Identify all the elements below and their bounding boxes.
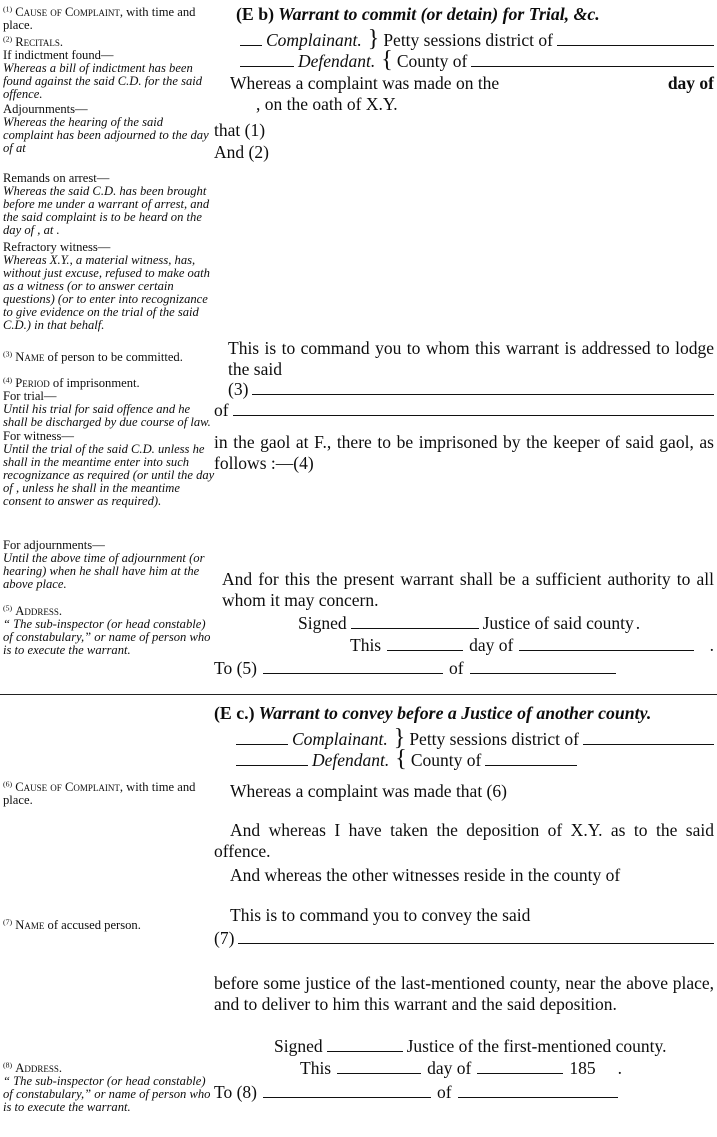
petty-sessions-label: Petty sessions district of xyxy=(409,729,579,749)
note-rest: “ The sub-inspector (or head constable) of constabulary,” or name of person who is to execute the warrant. xyxy=(3,1074,211,1114)
petty-sessions-label: Petty sessions district of xyxy=(383,30,553,50)
blank-line[interactable] xyxy=(471,51,714,67)
period-mark: . xyxy=(617,1058,622,1078)
form-eb-complainant-line xyxy=(240,26,714,52)
form-eb-of-field-row xyxy=(214,400,714,421)
that-clause: that (1) xyxy=(214,120,266,140)
form-ec-note-2 xyxy=(3,919,215,932)
note-rest: of accused person. xyxy=(47,918,141,932)
note-marker: (4) xyxy=(3,375,13,385)
command-lodge-text: This is to command you to whom this warrant is addressed to lodge the said xyxy=(228,338,714,379)
note-rest: If indictment found— xyxy=(3,48,114,62)
note-marker: (8) xyxy=(3,1060,13,1070)
form-ec-defendant-line xyxy=(236,746,714,773)
note-rest: Adjournments— xyxy=(3,102,88,116)
form-eb-gaol-text xyxy=(214,432,714,474)
whereas-complaint-text: Whereas a complaint was made that (6) xyxy=(230,781,507,801)
form-ec-note-4 xyxy=(3,1075,215,1114)
note-head: Recitals. xyxy=(15,35,64,49)
note-rest: For witness— xyxy=(3,429,75,443)
oath-text: , on the oath of X.Y. xyxy=(256,94,398,114)
note-rest: Whereas a bill of indictment has been found against the said C.D. for the said offence. xyxy=(3,61,203,101)
form-eb-and-line xyxy=(214,142,714,163)
note-rest: Until the trial of the said C.D. unless he shall in the meantime enter into such recognizance as required (or until the day of , unless he shall in the meantime consent to answer as required). xyxy=(3,442,215,508)
to-blank-line[interactable] xyxy=(263,658,443,674)
command-convey-text: This is to command you to convey the said xyxy=(230,905,531,925)
form-eb-title: Warrant to commit (or detain) for Trial, &c. xyxy=(278,4,600,24)
brace-icon: { xyxy=(395,746,407,773)
blank-line[interactable] xyxy=(557,30,714,46)
to-of-blank-line[interactable] xyxy=(458,1082,618,1098)
to-blank-line[interactable] xyxy=(263,1082,431,1098)
to-label: To (5) xyxy=(214,658,257,678)
oath-line xyxy=(230,94,714,115)
to-label: To (8) xyxy=(214,1082,257,1102)
day-of-label: day of xyxy=(427,1058,472,1078)
year-blank-line[interactable] xyxy=(519,635,693,651)
gaol-clause: in the gaol at F., there to be imprisoned by the keeper of said gaol, as follows :—(4) xyxy=(214,432,714,473)
form-ec-party-block xyxy=(236,725,714,773)
form-eb-party-block xyxy=(240,26,714,74)
form-eb-whereas-line xyxy=(230,73,714,115)
form-eb-note-6 xyxy=(3,116,215,155)
complainant-label: Complainant. xyxy=(266,30,362,50)
form-ec-name-field-row xyxy=(214,928,714,949)
form-ec-note-1 xyxy=(3,781,215,807)
day-of-label: day of xyxy=(667,73,714,93)
and-clause: And (2) xyxy=(214,142,269,162)
note-rest: Whereas the said C.D. has been brought before me under a warrant of arrest, and the said complaint is to be heard on the day of , at . xyxy=(3,184,210,237)
this-label: This xyxy=(300,1058,332,1078)
note-rest: Refractory witness— xyxy=(3,240,111,254)
name-blank-line[interactable] xyxy=(238,928,714,944)
blank-line[interactable] xyxy=(240,51,294,67)
defendant-label: Defendant. xyxy=(298,51,376,72)
form-ec-tag: (E c.) xyxy=(214,703,255,723)
form-eb-heading xyxy=(236,4,714,25)
note-rest: “ The sub-inspector (or head constable) of constabulary,” or name of person who is to execute the warrant. xyxy=(3,617,211,657)
form-eb-to-row xyxy=(214,658,714,679)
form-ec-date-row xyxy=(214,1058,714,1079)
name-marker: (3) xyxy=(228,379,249,399)
authority-clause: And for this the present warrant shall be a sufficient authority to all whom it may concern. xyxy=(222,569,714,610)
defendant-label: Defendant. xyxy=(312,750,390,771)
form-ec-command-text xyxy=(230,905,714,926)
form-eb-note-11 xyxy=(3,351,215,364)
justice-label: Justice of the first-mentioned county. xyxy=(406,1036,667,1056)
signature-blank-line[interactable] xyxy=(351,613,479,629)
signature-blank-line[interactable] xyxy=(327,1036,403,1052)
form-eb-note-14 xyxy=(3,403,215,429)
blank-line[interactable] xyxy=(485,750,577,766)
whereas-complaint-text: Whereas a complaint was made on the xyxy=(230,73,500,93)
date-blank-line[interactable] xyxy=(337,1058,421,1074)
form-ec-whereas-line xyxy=(230,781,714,802)
form-eb-note-18 xyxy=(3,552,215,591)
note-head: Period xyxy=(15,376,50,390)
form-eb-note-1 xyxy=(3,6,215,32)
signed-label: Signed xyxy=(274,1036,323,1056)
brace-icon: } xyxy=(393,725,406,751)
note-rest: Remands on arrest— xyxy=(3,171,110,185)
form-ec-before-justice-text xyxy=(214,973,714,1015)
name-marker: (7) xyxy=(214,928,235,948)
blank-line[interactable] xyxy=(236,750,308,766)
deposition-clause: And whereas I have taken the deposition of X.Y. as to the said offence. xyxy=(214,820,714,861)
day-of-label-2: day of xyxy=(469,635,514,655)
period-mark: . xyxy=(635,613,641,633)
form-ec-to-row xyxy=(214,1082,714,1103)
form-ec-deposition-text xyxy=(214,820,714,862)
note-marker: (7) xyxy=(3,917,13,927)
county-label: County of xyxy=(396,51,468,72)
section-divider xyxy=(0,694,717,695)
form-eb-tag: (E b) xyxy=(236,4,275,24)
month-blank-line[interactable] xyxy=(477,1058,563,1074)
note-rest: Whereas X.Y., a material witness, has, without just excuse, refused to make oath as a witness (or to answer certain questions) (or to enter into recognizance to give evidence on the trial of the said C.D.) in that behalf. xyxy=(3,253,210,332)
form-eb-date-row xyxy=(214,635,714,656)
note-rest: Whereas the hearing of the said complaint has been adjourned to the day of at xyxy=(3,115,209,155)
note-marker: (6) xyxy=(3,779,13,789)
form-eb-defendant-line xyxy=(240,47,714,74)
note-marker: (3) xyxy=(3,349,13,359)
note-head: Cause of Complaint, xyxy=(15,5,124,19)
note-head: Address. xyxy=(15,1061,63,1075)
blank-line[interactable] xyxy=(236,729,288,745)
date-blank-line[interactable] xyxy=(387,635,463,651)
note-head: Name xyxy=(15,350,45,364)
form-eb-authority-text xyxy=(222,569,714,611)
name-blank-line[interactable] xyxy=(252,379,714,395)
year-label: 185 xyxy=(569,1058,596,1078)
brace-icon: } xyxy=(367,26,380,52)
form-ec-witnesses-text xyxy=(214,865,714,886)
of-blank-line[interactable] xyxy=(233,400,714,416)
of-label: of xyxy=(437,1082,452,1102)
note-rest: Until his trial for said offence and he shall be discharged by due course of law. xyxy=(3,402,211,429)
note-head: Address. xyxy=(15,604,63,618)
brace-icon: { xyxy=(381,47,393,74)
note-marker: (5) xyxy=(3,603,13,613)
signed-label: Signed xyxy=(298,613,347,633)
form-eb-note-10 xyxy=(3,254,215,332)
form-ec-heading xyxy=(214,703,714,724)
note-head: Name xyxy=(15,918,45,932)
note-rest: For trial— xyxy=(3,389,57,403)
form-eb-name-field-row xyxy=(228,379,714,400)
form-ec-signature-row xyxy=(214,1036,714,1057)
note-rest: of person to be committed. xyxy=(47,350,183,364)
period-mark: . xyxy=(709,635,714,655)
complainant-label: Complainant. xyxy=(292,729,388,749)
blank-line[interactable] xyxy=(583,729,714,745)
before-justice-clause: before some justice of the last-mentioned county, near the above place, and to deliver to him this warrant and the said deposition. xyxy=(214,973,714,1014)
note-rest: For adjournments— xyxy=(3,538,105,552)
note-rest: with time and place. xyxy=(3,5,196,32)
witnesses-clause: And whereas the other witnesses reside in the county of xyxy=(230,865,621,885)
note-head: Cause of Complaint, xyxy=(15,780,124,794)
of-label-2: of xyxy=(449,658,464,678)
to-of-blank-line[interactable] xyxy=(470,658,616,674)
form-eb-note-20 xyxy=(3,618,215,657)
justice-label: Justice of said county xyxy=(482,613,634,633)
note-rest: with time and place. xyxy=(3,780,196,807)
form-eb-signature-row xyxy=(214,613,714,634)
form-eb-note-8 xyxy=(3,185,215,237)
of-label: of xyxy=(214,400,229,420)
form-eb-that-line xyxy=(214,120,714,141)
form-ec-title: Warrant to convey before a Justice of another county. xyxy=(258,703,652,723)
form-eb-command-text xyxy=(228,338,714,379)
this-label: This xyxy=(350,635,382,655)
form-eb-note-16 xyxy=(3,443,215,508)
form-eb-note-4 xyxy=(3,62,215,101)
note-rest: Until the above time of adjournment (or hearing) when he shall have him at the above place. xyxy=(3,551,205,591)
blank-line[interactable] xyxy=(240,30,262,46)
note-marker: (2) xyxy=(3,34,13,44)
county-label: County of xyxy=(410,750,482,771)
form-ec-complainant-line xyxy=(236,725,714,751)
note-rest: of imprisonment. xyxy=(52,376,140,390)
note-marker: (1) xyxy=(3,4,13,14)
